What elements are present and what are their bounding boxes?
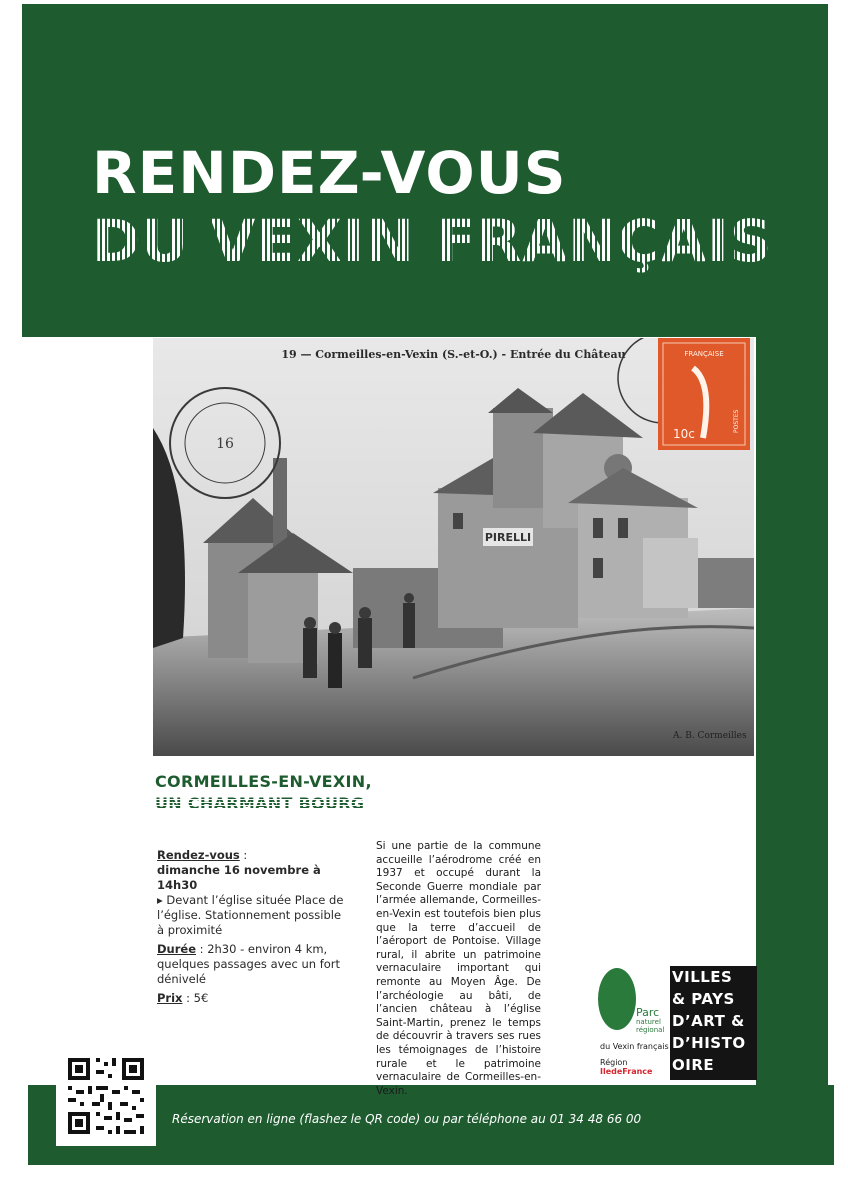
parc-leaf-icon	[598, 968, 636, 1030]
stamp-value: 10c	[673, 427, 695, 441]
vah-line: VILLES	[672, 968, 733, 986]
rdv-place: ▸ Devant l’église située Place de l’église. Stationnement possible à proximité	[157, 893, 344, 937]
postcard-illustration	[153, 338, 754, 756]
title-line-1: RENDEZ-VOUS	[92, 139, 567, 207]
region-logo	[600, 1058, 652, 1076]
parc-sub: naturel régional	[636, 1018, 665, 1034]
postcard-photo	[153, 338, 754, 756]
prix-label: Prix	[157, 991, 183, 1005]
parc-name: du Vexin français	[600, 1042, 669, 1051]
person	[303, 628, 317, 678]
qr-code-icon	[56, 1046, 156, 1146]
practical-info	[157, 848, 347, 1010]
publisher-mark: A. B. Cormeilles	[673, 731, 747, 741]
vah-line: OIRE	[672, 1056, 715, 1074]
prix-value: : 5€	[182, 991, 209, 1005]
duree-value: : 2h30 - environ 4 km, quelques passages avec un fort dénivelé	[157, 942, 341, 986]
right-band	[756, 330, 828, 1120]
reservation-text: Réservation en ligne (flashez le QR code) ou par téléphone au 01 34 48 66 00	[172, 1112, 642, 1126]
stamp-postes: POSTES	[733, 409, 740, 433]
vah-line: & PAYS	[672, 990, 735, 1008]
stamp-text: FRANÇAISE	[684, 350, 724, 358]
duree-label: Durée	[157, 942, 197, 956]
article-title-line-2: UN CHARMANT BOURG	[155, 794, 365, 813]
qr-code[interactable]	[56, 1046, 156, 1146]
rdv-date: dimanche 16 novembre à 14h30	[157, 863, 321, 892]
vah-line: D’HISTO	[672, 1034, 746, 1052]
villes-pays-art-histoire-logo	[670, 966, 757, 1080]
svg-text:16: 16	[216, 436, 234, 452]
title-line-2: DU VEXIN FRANÇAIS	[92, 207, 773, 275]
postcard-caption: 19 — Cormeilles-en-Vexin (S.-et-O.) - Entrée du Château	[281, 348, 626, 361]
article-title-line-1: CORMEILLES-EN-VEXIN,	[155, 772, 372, 791]
rdv-label: Rendez-vous	[157, 848, 240, 862]
parc-word: Parc	[636, 1006, 660, 1019]
shop-sign: PIRELLI	[484, 531, 532, 544]
article-body: Si une partie de la commune accueille l’aérodrome créé en 1937 et occupé durant la Seconde Guerre mondiale par l’armée allemande, Cormeilles-en-Vexin est toutefois bien plus que la terre d’accueil de l’aéroport de Pontoise. Village rural, il abrite un patrimoine vernaculaire important qui remonte au Moyen Âge. De l’archéologie au bâti, de l’ancien château à l’église Saint-Martin, prenez le temps de découvrir à travers ses rues les témoignages de l’histoire rurale et le patrimoine vernaculaire de Cormeilles-en-Vexin.	[376, 840, 541, 1097]
region-word: Région	[600, 1058, 628, 1067]
region-name: IledeFrance	[600, 1067, 653, 1076]
rdv-colon: :	[239, 848, 248, 862]
vah-line: D’ART &	[672, 1012, 745, 1030]
